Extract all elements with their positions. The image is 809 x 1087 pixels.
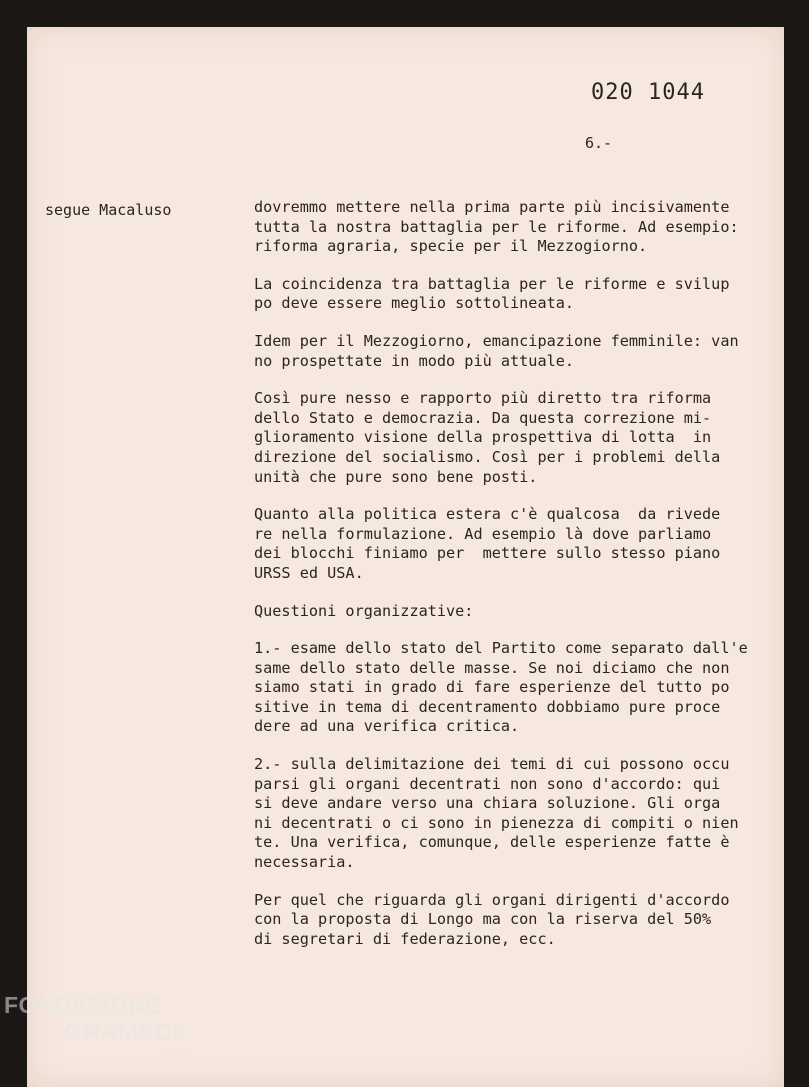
- paragraph: La coincidenza tra battaglia per le riforme e svilup po deve essere meglio sottolineata.: [254, 274, 730, 313]
- body-text: [254, 198, 774, 967]
- paragraph: Idem per il Mezzogiorno, emancipazione femminile: van no prospettate in modo più attuale.: [254, 331, 739, 370]
- paragraph: Questioni organizzative:: [254, 601, 474, 620]
- watermark-line-1: FONDAZIONE: [4, 992, 162, 1018]
- fondazione-gramsci-watermark: [4, 992, 186, 1056]
- paragraph: Per quel che riguarda gli organi dirigenti d'accordo con la proposta di Longo ma con la riserva del 50% di segretari di federazione, ecc.: [254, 890, 730, 948]
- paragraph: dovremmo mettere nella prima parte più incisivamente tutta la nostra battaglia per le riforme. Ad esempio: riforma agraria, specie per il Mezzogiorno.: [254, 198, 739, 256]
- paragraph: Così pure nesso e rapporto più diretto tra riforma dello Stato e democrazia. Da questa correzione mi- glioramento visione della prospettiva di lotta in direzione del socialismo. Così per i problemi della unità che pure sono bene posti.: [254, 389, 721, 486]
- document-number: 020 1044: [591, 80, 705, 105]
- paragraph: 1.- esame dello stato del Partito come separato dall'e same dello stato delle masse. Se noi diciamo che non siamo stati in grado di fare esperienze del tutto po sitive in tema di decentramento dobbiamo pure proce dere ad una verifica critica.: [254, 639, 748, 736]
- page-number: 6.-: [585, 134, 613, 152]
- watermark-line-3: onlus: [164, 1046, 186, 1056]
- speaker-label: segue Macaluso: [45, 201, 172, 219]
- watermark-line-2: GRAMSCI: [64, 1019, 180, 1045]
- paragraph: Quanto alla politica estera c'è qualcosa da rivede re nella formulazione. Ad esempio là dove parliamo dei blocchi finiamo per mettere sullo stesso piano URSS ed USA.: [254, 505, 721, 582]
- paragraph: 2.- sulla delimitazione dei temi di cui possono occu parsi gli organi decentrati non sono d'accordo: qui si deve andare verso una chiara soluzione. Gli orga ni decentrati o ci sono in pienezza di compiti o nien te. Una verifica, comunque, delle esperienze fatte è necessaria.: [254, 755, 739, 872]
